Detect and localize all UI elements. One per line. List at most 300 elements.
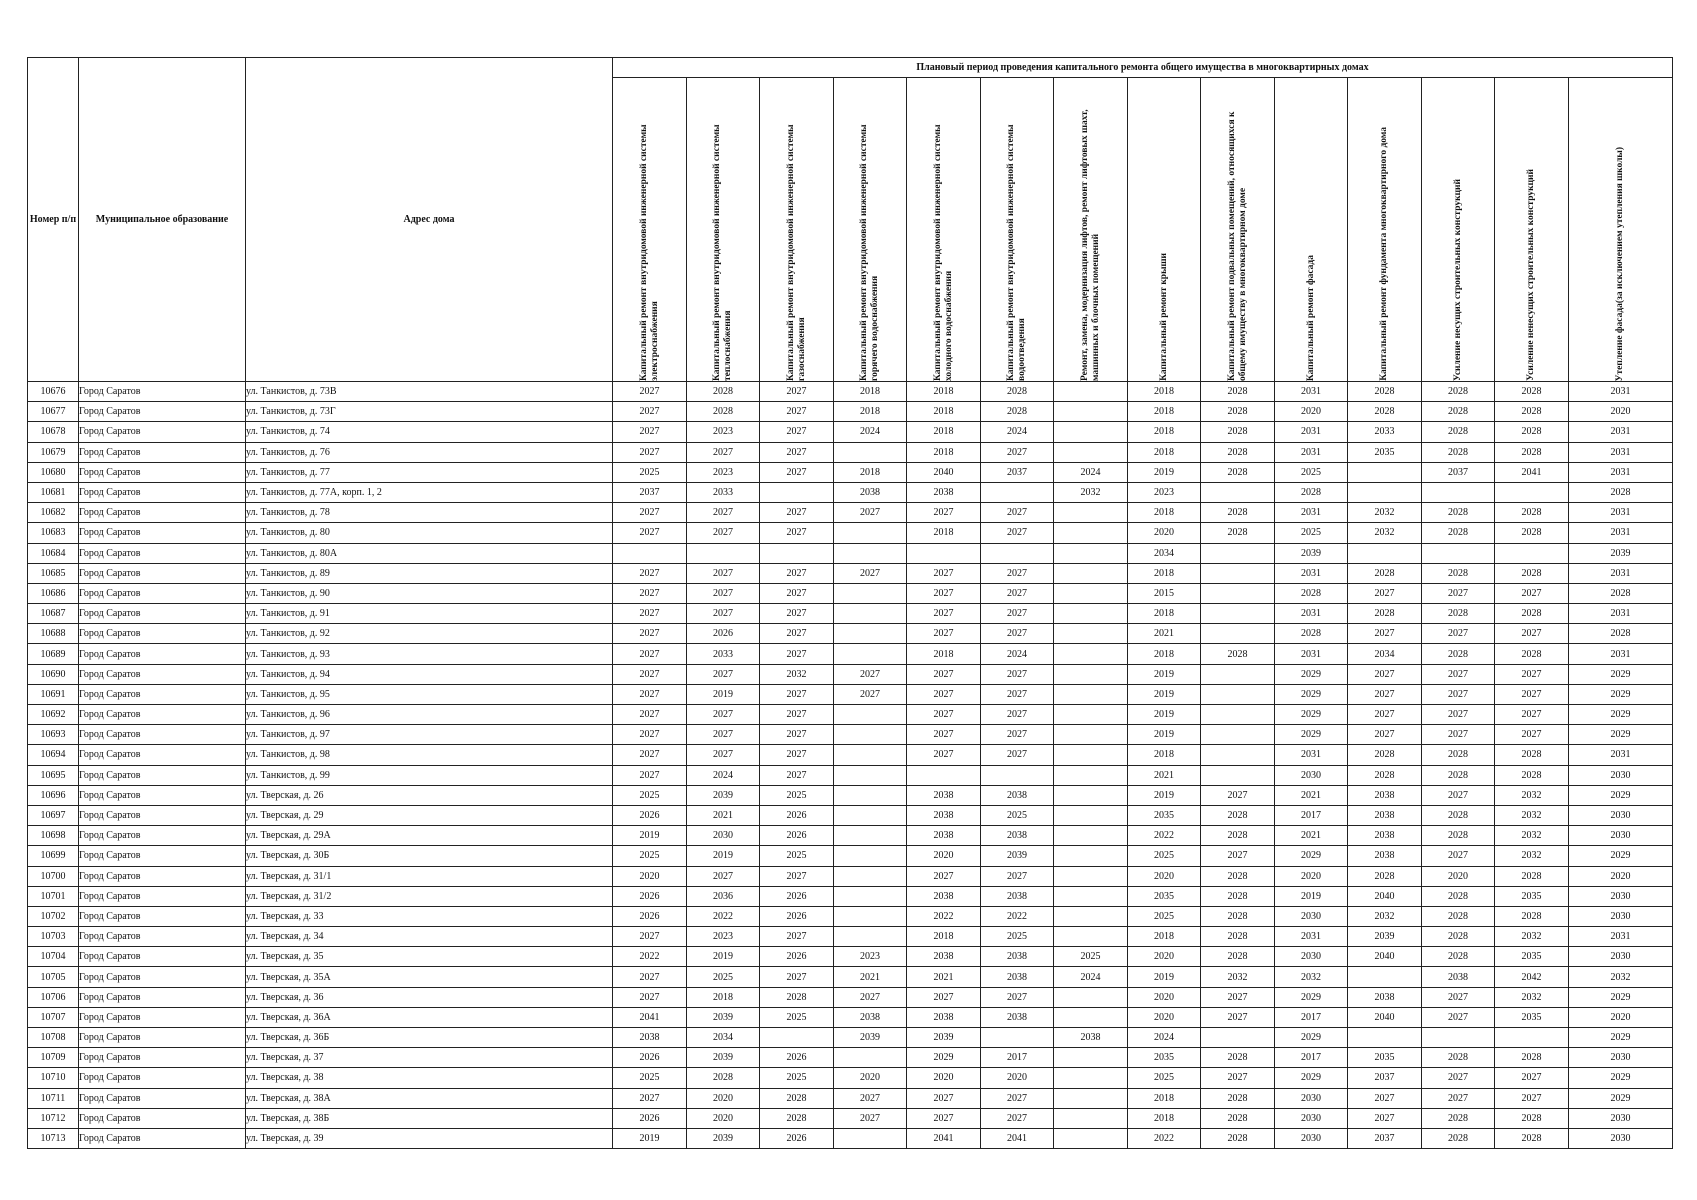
year-cell: 2027	[1422, 1007, 1495, 1027]
year-cell: 2020	[1569, 1007, 1673, 1027]
year-cell	[1054, 745, 1128, 765]
table-row	[28, 947, 1673, 967]
year-cell: 2038	[981, 826, 1054, 846]
year-cell: 2038	[1348, 987, 1422, 1007]
municipality-cell: Город Саратов	[79, 906, 246, 926]
year-cell: 2028	[1495, 382, 1569, 402]
year-cell: 2028	[1201, 1108, 1275, 1128]
year-cell	[834, 805, 907, 825]
year-cell	[834, 1048, 907, 1068]
year-cell: 2037	[981, 462, 1054, 482]
row-number-cell: 10687	[28, 604, 79, 624]
table-row	[28, 826, 1673, 846]
year-cell: 2018	[834, 382, 907, 402]
year-cell	[1054, 442, 1128, 462]
municipality-cell: Город Саратов	[79, 967, 246, 987]
table-row	[28, 927, 1673, 947]
year-cell: 2028	[1201, 1128, 1275, 1148]
year-cell: 2028	[1495, 422, 1569, 442]
year-cell: 2031	[1569, 422, 1673, 442]
year-cell: 2030	[1275, 906, 1348, 926]
row-number-cell: 10689	[28, 644, 79, 664]
year-cell: 2031	[1275, 503, 1348, 523]
year-cell: 2020	[613, 866, 687, 886]
year-cell: 2036	[687, 886, 760, 906]
address-cell: ул. Тверская, д. 34	[246, 927, 613, 947]
year-cell: 2040	[1348, 947, 1422, 967]
year-cell: 2039	[687, 1128, 760, 1148]
year-cell: 2027	[760, 402, 834, 422]
table-row	[28, 462, 1673, 482]
year-cell: 2028	[1422, 805, 1495, 825]
year-cell: 2026	[760, 826, 834, 846]
municipality-cell: Город Саратов	[79, 503, 246, 523]
year-cell: 2020	[834, 1068, 907, 1088]
year-cell: 2027	[1348, 684, 1422, 704]
year-cell: 2027	[687, 664, 760, 684]
year-cell: 2027	[1422, 684, 1495, 704]
year-cell: 2039	[687, 785, 760, 805]
year-cell	[1054, 543, 1128, 563]
year-cell: 2019	[687, 684, 760, 704]
year-cell: 2026	[687, 624, 760, 644]
year-cell: 2027	[760, 927, 834, 947]
year-cell	[1201, 624, 1275, 644]
year-cell: 2038	[834, 1007, 907, 1027]
year-cell: 2028	[1422, 422, 1495, 442]
year-cell: 2028	[1201, 886, 1275, 906]
year-cell: 2030	[1275, 1128, 1348, 1148]
year-cell: 2027	[687, 583, 760, 603]
year-cell: 2027	[907, 583, 981, 603]
year-cell: 2038	[907, 785, 981, 805]
year-cell	[907, 765, 981, 785]
year-cell: 2025	[760, 846, 834, 866]
address-cell: ул. Танкистов, д. 80А	[246, 543, 613, 563]
address-cell: ул. Тверская, д. 29А	[246, 826, 613, 846]
year-cell: 2028	[1495, 1108, 1569, 1128]
year-cell: 2018	[1128, 402, 1201, 422]
year-cell	[981, 765, 1054, 785]
year-cell: 2038	[1348, 826, 1422, 846]
year-cell: 2027	[907, 664, 981, 684]
row-number-cell: 10682	[28, 503, 79, 523]
year-cell	[1054, 523, 1128, 543]
municipality-cell: Город Саратов	[79, 563, 246, 583]
year-cell: 2017	[981, 1048, 1054, 1068]
year-cell: 2027	[981, 583, 1054, 603]
year-cell: 2029	[1569, 705, 1673, 725]
year-cell	[834, 705, 907, 725]
year-cell: 2039	[687, 1007, 760, 1027]
table-row	[28, 402, 1673, 422]
year-cell: 2028	[1422, 442, 1495, 462]
row-number-cell: 10707	[28, 1007, 79, 1027]
year-cell: 2026	[760, 886, 834, 906]
row-number-cell: 10706	[28, 987, 79, 1007]
year-cell: 2025	[760, 1007, 834, 1027]
year-cell	[1054, 987, 1128, 1007]
row-number-cell: 10710	[28, 1068, 79, 1088]
year-cell: 2027	[1422, 1088, 1495, 1108]
year-cell: 2027	[907, 624, 981, 644]
address-cell: ул. Тверская, д. 37	[246, 1048, 613, 1068]
year-cell: 2038	[1348, 785, 1422, 805]
year-cell: 2028	[1201, 422, 1275, 442]
year-cell: 2028	[687, 382, 760, 402]
year-cell: 2027	[1495, 664, 1569, 684]
year-cell: 2018	[1128, 563, 1201, 583]
year-cell	[760, 1028, 834, 1048]
year-cell: 2028	[1569, 624, 1673, 644]
year-cell: 2027	[1348, 583, 1422, 603]
year-cell: 2028	[1495, 765, 1569, 785]
year-cell: 2032	[760, 664, 834, 684]
year-cell: 2031	[1569, 927, 1673, 947]
municipality-cell: Город Саратов	[79, 644, 246, 664]
year-cell: 2028	[1201, 442, 1275, 462]
year-cell: 2027	[760, 765, 834, 785]
header-work-type	[1054, 78, 1128, 382]
year-cell: 2029	[1569, 987, 1673, 1007]
year-cell: 2029	[1275, 725, 1348, 745]
year-cell: 2026	[760, 1128, 834, 1148]
year-cell: 2027	[1348, 725, 1422, 745]
year-cell: 2034	[687, 1028, 760, 1048]
municipality-cell: Город Саратов	[79, 745, 246, 765]
municipality-cell: Город Саратов	[79, 664, 246, 684]
year-cell: 2027	[834, 664, 907, 684]
year-cell: 2027	[981, 1108, 1054, 1128]
header-work-type-label: Капитальный ремонт внутридомовой инженерной системы теплоснабжения	[712, 124, 733, 381]
year-cell: 2031	[1569, 604, 1673, 624]
year-cell	[1054, 1088, 1128, 1108]
year-cell: 2037	[1348, 1128, 1422, 1148]
municipality-cell: Город Саратов	[79, 543, 246, 563]
year-cell: 2031	[1275, 563, 1348, 583]
year-cell: 2028	[1201, 462, 1275, 482]
year-cell: 2027	[760, 745, 834, 765]
year-cell: 2029	[1569, 1028, 1673, 1048]
row-number-cell: 10704	[28, 947, 79, 967]
year-cell: 2030	[1569, 826, 1673, 846]
row-number-cell: 10694	[28, 745, 79, 765]
year-cell: 2027	[1348, 1108, 1422, 1128]
year-cell: 2024	[981, 422, 1054, 442]
header-work-type	[1128, 78, 1201, 382]
row-number-cell: 10702	[28, 906, 79, 926]
address-cell: ул. Танкистов, д. 76	[246, 442, 613, 462]
year-cell: 2027	[907, 745, 981, 765]
year-cell: 2030	[1569, 906, 1673, 926]
year-cell: 2027	[613, 745, 687, 765]
row-number-cell: 10712	[28, 1108, 79, 1128]
year-cell	[1422, 482, 1495, 502]
year-cell: 2017	[1275, 1007, 1348, 1027]
year-cell: 2031	[1275, 745, 1348, 765]
header-work-type	[1422, 78, 1495, 382]
year-cell: 2022	[687, 906, 760, 926]
year-cell: 2022	[1128, 1128, 1201, 1148]
year-cell: 2028	[1201, 523, 1275, 543]
row-number-cell: 10695	[28, 765, 79, 785]
year-cell: 2039	[687, 1048, 760, 1068]
year-cell: 2028	[1422, 382, 1495, 402]
year-cell: 2025	[1128, 1068, 1201, 1088]
year-cell: 2029	[1275, 846, 1348, 866]
year-cell: 2018	[907, 644, 981, 664]
header-work-type-label: Капитальный ремонт внутридомовой инженерной системы электроснабжения	[638, 124, 660, 381]
table-row	[28, 967, 1673, 987]
address-cell: ул. Танкистов, д. 77	[246, 462, 613, 482]
address-cell: ул. Танкистов, д. 78	[246, 503, 613, 523]
year-cell: 2038	[1054, 1028, 1128, 1048]
year-cell: 2028	[760, 1088, 834, 1108]
year-cell: 2027	[687, 442, 760, 462]
repair-schedule-table	[27, 57, 1673, 1149]
year-cell: 2027	[613, 987, 687, 1007]
year-cell: 2026	[613, 886, 687, 906]
year-cell: 2018	[1128, 1088, 1201, 1108]
table-row	[28, 705, 1673, 725]
year-cell: 2028	[1275, 583, 1348, 603]
year-cell: 2027	[687, 523, 760, 543]
year-cell: 2025	[1128, 906, 1201, 926]
year-cell	[1201, 604, 1275, 624]
table-row	[28, 846, 1673, 866]
row-number-cell: 10681	[28, 482, 79, 502]
address-cell: ул. Танкистов, д. 99	[246, 765, 613, 785]
year-cell: 2027	[1201, 987, 1275, 1007]
year-cell: 2039	[1275, 543, 1348, 563]
header-work-type-wrap	[907, 78, 980, 381]
year-cell	[1054, 805, 1128, 825]
year-cell: 2026	[760, 906, 834, 926]
year-cell: 2027	[1495, 1068, 1569, 1088]
header-work-type	[1275, 78, 1348, 382]
row-number-cell: 10711	[28, 1088, 79, 1108]
year-cell	[834, 442, 907, 462]
year-cell: 2032	[1495, 846, 1569, 866]
year-cell: 2027	[1422, 624, 1495, 644]
year-cell: 2028	[1495, 442, 1569, 462]
year-cell: 2037	[1348, 1068, 1422, 1088]
year-cell: 2018	[1128, 422, 1201, 442]
year-cell: 2018	[907, 382, 981, 402]
year-cell: 2033	[687, 482, 760, 502]
year-cell	[1201, 583, 1275, 603]
year-cell: 2031	[1569, 745, 1673, 765]
year-cell: 2019	[613, 826, 687, 846]
year-cell	[687, 543, 760, 563]
table-row	[28, 1068, 1673, 1088]
header-work-type-label: Капитальный ремонт фундамента многоквартирного дома	[1379, 127, 1389, 381]
address-cell: ул. Танкистов, д. 77А, корп. 1, 2	[246, 482, 613, 502]
year-cell: 2027	[613, 684, 687, 704]
year-cell: 2039	[834, 1028, 907, 1048]
year-cell: 2019	[1128, 725, 1201, 745]
municipality-cell: Город Саратов	[79, 422, 246, 442]
year-cell: 2025	[613, 462, 687, 482]
year-cell: 2027	[907, 705, 981, 725]
table-row	[28, 1028, 1673, 1048]
table-row	[28, 785, 1673, 805]
year-cell	[1054, 705, 1128, 725]
year-cell: 2027	[760, 523, 834, 543]
year-cell: 2030	[1569, 947, 1673, 967]
year-cell: 2037	[1422, 462, 1495, 482]
year-cell: 2035	[1495, 886, 1569, 906]
year-cell: 2020	[1422, 866, 1495, 886]
year-cell	[1054, 563, 1128, 583]
year-cell	[1201, 765, 1275, 785]
year-cell: 2030	[1275, 1088, 1348, 1108]
address-cell: ул. Танкистов, д. 80	[246, 523, 613, 543]
year-cell: 2028	[1422, 1108, 1495, 1128]
year-cell: 2027	[834, 563, 907, 583]
year-cell	[1495, 1028, 1569, 1048]
year-cell: 2027	[1422, 725, 1495, 745]
year-cell: 2019	[1128, 664, 1201, 684]
year-cell: 2018	[907, 422, 981, 442]
municipality-cell: Город Саратов	[79, 482, 246, 502]
year-cell	[760, 543, 834, 563]
year-cell: 2028	[1201, 644, 1275, 664]
year-cell	[834, 644, 907, 664]
municipality-cell: Город Саратов	[79, 402, 246, 422]
year-cell: 2031	[1569, 563, 1673, 583]
year-cell: 2028	[1495, 644, 1569, 664]
year-cell: 2021	[1128, 765, 1201, 785]
row-number-cell: 10683	[28, 523, 79, 543]
year-cell: 2027	[613, 765, 687, 785]
year-cell: 2041	[907, 1128, 981, 1148]
row-number-cell: 10680	[28, 462, 79, 482]
year-cell: 2020	[687, 1108, 760, 1128]
row-number-cell: 10688	[28, 624, 79, 644]
year-cell	[1054, 927, 1128, 947]
municipality-cell: Город Саратов	[79, 1007, 246, 1027]
year-cell: 2028	[1201, 1088, 1275, 1108]
header-work-type	[981, 78, 1054, 382]
year-cell: 2027	[1201, 785, 1275, 805]
year-cell	[981, 482, 1054, 502]
year-cell: 2024	[1128, 1028, 1201, 1048]
address-cell: ул. Танкистов, д. 74	[246, 422, 613, 442]
year-cell: 2032	[1275, 967, 1348, 987]
year-cell: 2027	[760, 604, 834, 624]
year-cell: 2027	[760, 583, 834, 603]
year-cell: 2028	[1495, 1048, 1569, 1068]
year-cell: 2015	[1128, 583, 1201, 603]
year-cell: 2028	[1201, 866, 1275, 886]
year-cell: 2020	[981, 1068, 1054, 1088]
year-cell: 2029	[1569, 1088, 1673, 1108]
year-cell: 2018	[907, 927, 981, 947]
year-cell	[834, 725, 907, 745]
year-cell: 2018	[834, 462, 907, 482]
year-cell: 2026	[613, 1108, 687, 1128]
year-cell: 2027	[613, 382, 687, 402]
header-work-type-label: Капитальный ремонт внутридомовой инженерной системы холодного водоснабжения	[932, 124, 954, 381]
year-cell: 2022	[981, 906, 1054, 926]
year-cell: 2028	[981, 402, 1054, 422]
year-cell: 2027	[1348, 705, 1422, 725]
table-row	[28, 503, 1673, 523]
year-cell: 2030	[1569, 1048, 1673, 1068]
year-cell: 2028	[1495, 503, 1569, 523]
year-cell: 2029	[1275, 987, 1348, 1007]
year-cell: 2027	[981, 684, 1054, 704]
year-cell: 2023	[687, 927, 760, 947]
municipality-cell: Город Саратов	[79, 1128, 246, 1148]
year-cell	[834, 886, 907, 906]
year-cell: 2035	[1348, 442, 1422, 462]
header-work-type-label: Капитальный ремонт крыши	[1158, 253, 1169, 381]
year-cell: 2021	[1275, 826, 1348, 846]
year-cell: 2039	[981, 846, 1054, 866]
year-cell: 2031	[1275, 422, 1348, 442]
year-cell: 2031	[1275, 604, 1348, 624]
year-cell: 2027	[1495, 725, 1569, 745]
year-cell: 2027	[1495, 684, 1569, 704]
year-cell	[834, 583, 907, 603]
year-cell: 2027	[613, 442, 687, 462]
table-row	[28, 866, 1673, 886]
year-cell: 2026	[760, 805, 834, 825]
municipality-cell: Город Саратов	[79, 785, 246, 805]
year-cell: 2027	[613, 624, 687, 644]
year-cell	[1054, 866, 1128, 886]
year-cell	[834, 927, 907, 947]
municipality-cell: Город Саратов	[79, 1048, 246, 1068]
address-cell: ул. Тверская, д. 38	[246, 1068, 613, 1088]
year-cell: 2027	[981, 745, 1054, 765]
year-cell: 2040	[1348, 886, 1422, 906]
year-cell: 2038	[1348, 805, 1422, 825]
year-cell: 2027	[981, 725, 1054, 745]
year-cell	[834, 523, 907, 543]
year-cell: 2028	[1201, 927, 1275, 947]
year-cell: 2027	[760, 684, 834, 704]
year-cell: 2018	[1128, 503, 1201, 523]
municipality-cell: Город Саратов	[79, 684, 246, 704]
row-number-cell: 10698	[28, 826, 79, 846]
municipality-cell: Город Саратов	[79, 1068, 246, 1088]
year-cell: 2027	[760, 705, 834, 725]
year-cell: 2028	[1201, 382, 1275, 402]
year-cell: 2038	[907, 826, 981, 846]
address-cell: ул. Тверская, д. 30Б	[246, 846, 613, 866]
year-cell: 2031	[1569, 523, 1673, 543]
year-cell: 2027	[1422, 664, 1495, 684]
year-cell: 2027	[760, 442, 834, 462]
year-cell: 2038	[981, 785, 1054, 805]
year-cell: 2020	[1128, 1007, 1201, 1027]
year-cell: 2028	[1422, 503, 1495, 523]
year-cell: 2027	[1348, 624, 1422, 644]
municipality-cell: Город Саратов	[79, 866, 246, 886]
year-cell: 2027	[907, 1108, 981, 1128]
year-cell: 2027	[760, 967, 834, 987]
year-cell: 2027	[687, 604, 760, 624]
year-cell: 2027	[981, 604, 1054, 624]
year-cell: 2032	[1495, 927, 1569, 947]
year-cell: 2028	[1422, 745, 1495, 765]
year-cell: 2027	[1422, 1068, 1495, 1088]
year-cell	[834, 604, 907, 624]
year-cell: 2019	[613, 1128, 687, 1148]
